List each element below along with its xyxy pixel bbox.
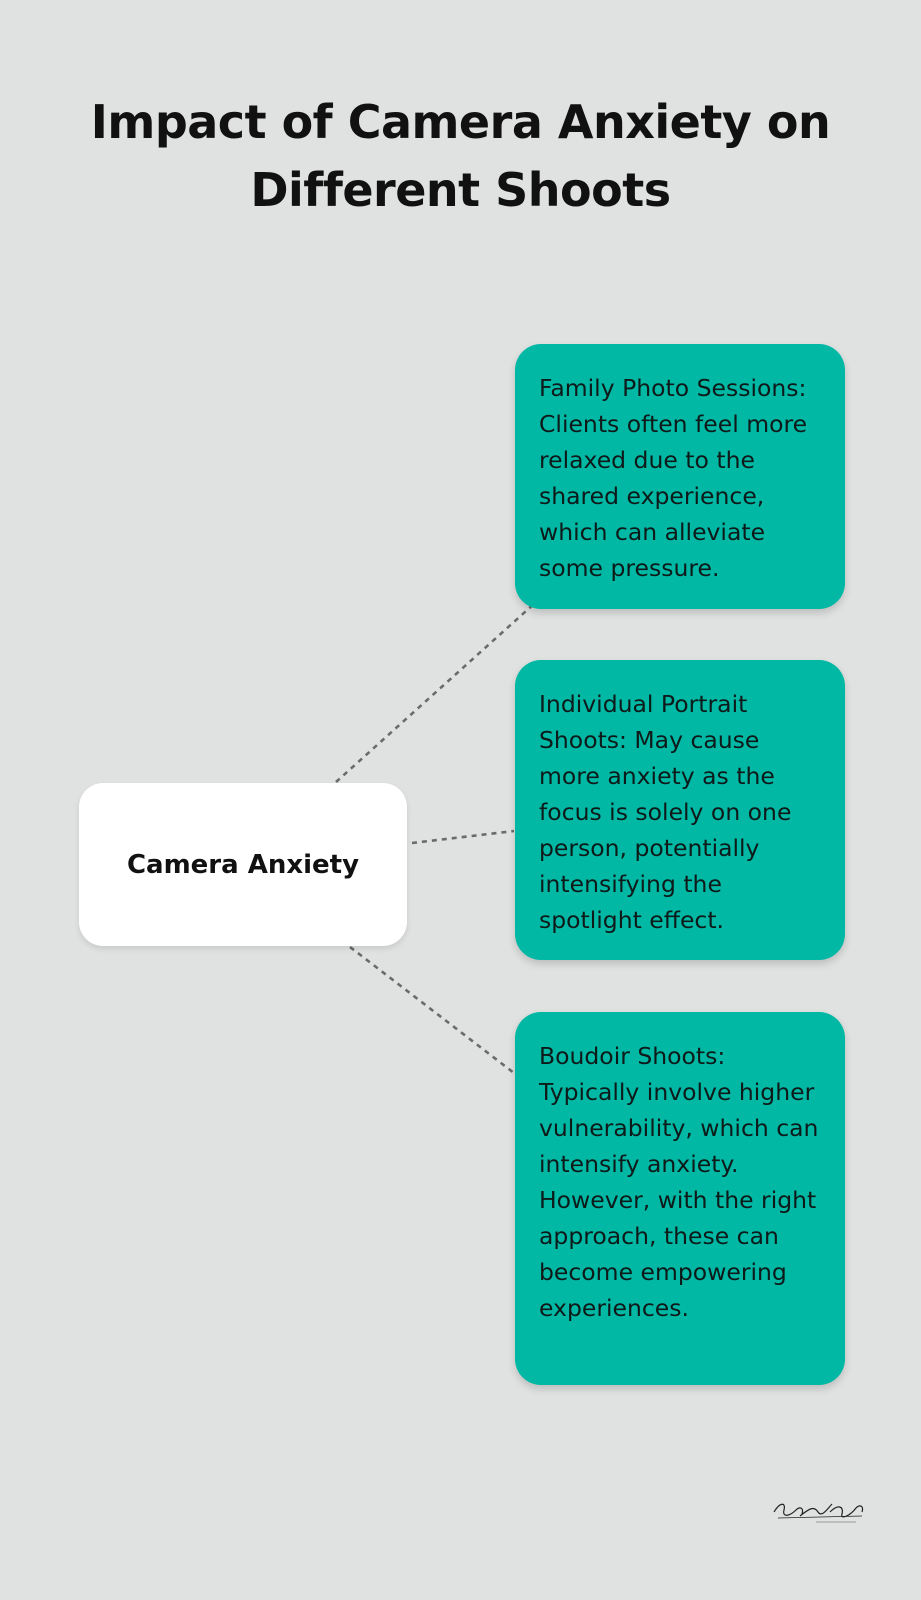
branch-node-text: Boudoir Shoots: Typically involve higher vulnerability, which can intensify anxiety. However, with the right approach, these can become empowering experiences. — [539, 1042, 819, 1322]
center-node-label: Camera Anxiety — [126, 849, 360, 880]
branch-node-family-sessions — [515, 344, 845, 609]
branch-node-boudoir-shoots — [515, 1012, 845, 1385]
branch-node-individual-portraits — [515, 660, 845, 960]
branch-node-text: Family Photo Sessions: Clients often feel more relaxed due to the shared experience, which can alleviate some pressure. — [539, 374, 808, 582]
diagram-title: Impact of Camera Anxiety on Different Shoots — [90, 95, 831, 217]
connector-line-3 — [350, 947, 514, 1073]
brand-logo — [770, 1494, 870, 1528]
connector-line-2 — [412, 831, 514, 843]
center-node — [79, 783, 407, 946]
branch-node-text: Individual Portrait Shoots: May cause more anxiety as the focus is solely on one person, potentially intensifying the spotlight effect. — [539, 690, 792, 934]
connector-line-1 — [336, 603, 535, 782]
